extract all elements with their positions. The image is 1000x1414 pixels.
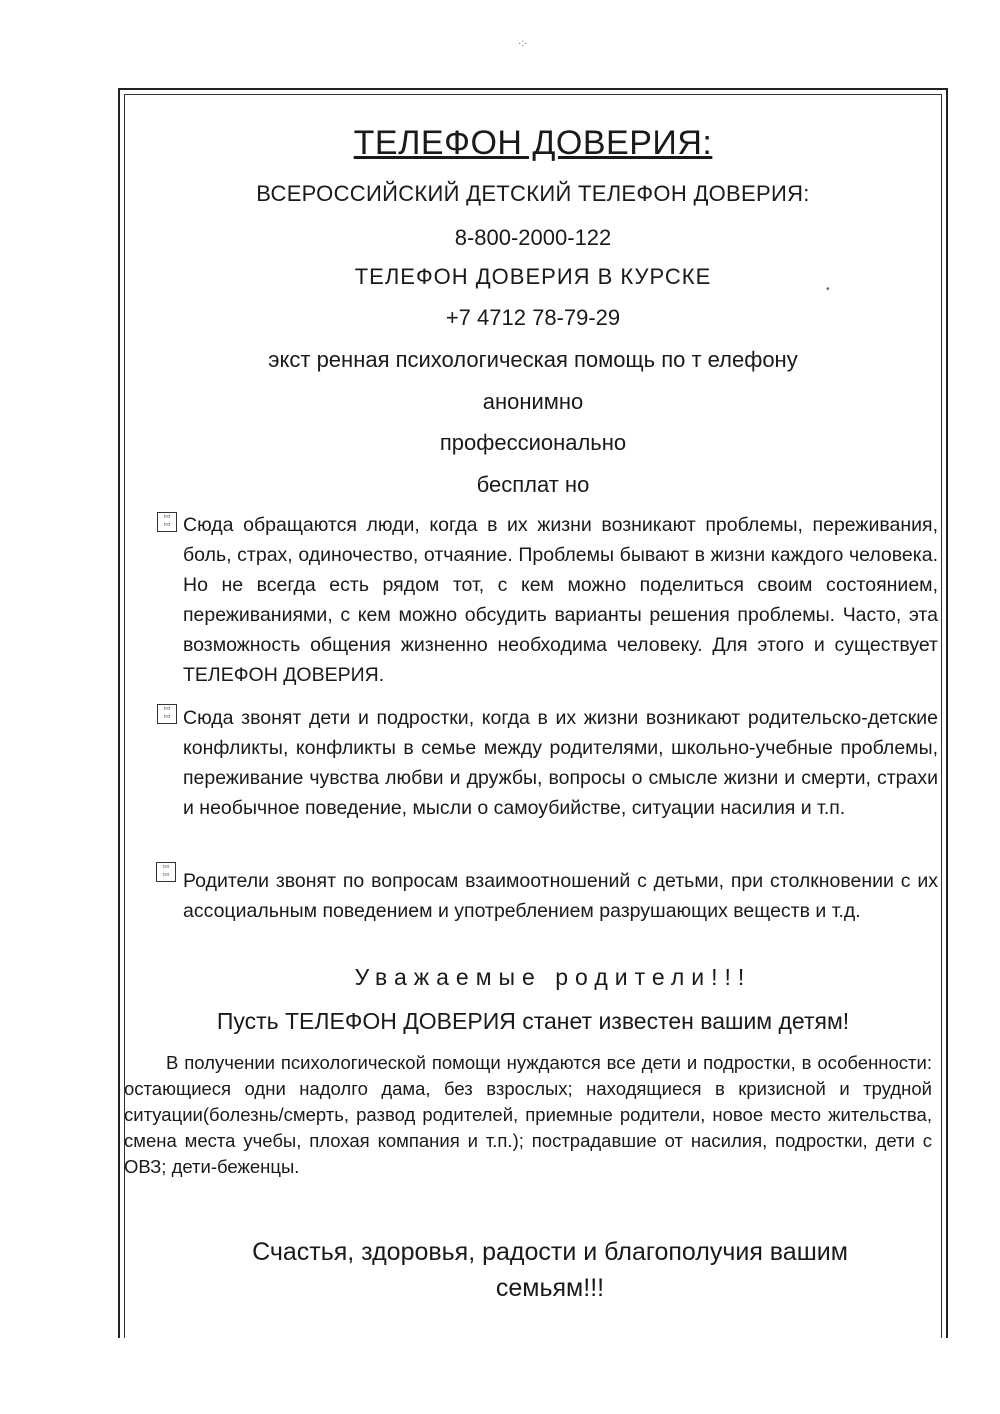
page-title: ТЕЛЕФОН ДОВЕРИЯ:	[353, 124, 713, 162]
scan-speck: •	[826, 284, 830, 295]
kursk-heading: ТЕЛЕФОН ДОВЕРИЯ В КУРСКЕ	[354, 264, 712, 289]
phone-kursk: +7 4712 78-79-29	[445, 305, 621, 330]
paragraph-children-call: Сюда звонят дети и подростки, когда в их жизни возникают родительско-детские конфликты, конфликты в семье между родителями, школьно-учебные проблемы, переживание чувства любви и дружбы, вопросы о смысле жизни и смерти, страхи и необычное поведение, мысли о самоубийстве, ситуации насилия и т.п.	[183, 707, 938, 819]
picture-placeholder-icon: ▫▫ ▫▫	[157, 512, 177, 532]
subtitle: ВСЕРОССИЙСКИЙ ДЕТСКИЙ ТЕЛЕФОН ДОВЕРИЯ:	[256, 181, 810, 206]
paragraph-need-help: В получении психологической помощи нуждаются все дети и подростки, в особенности: остающиеся одни надолго дама, без взрослых; находящиеся в кризисной и трудной ситуации(болезнь/смерть, развод родителей, приемные родители, новое место жительства, смена места учебы, плохая компания и т.п.); пострадавшие от насилия, подростки, дети с ОВЗ; дети-беженцы.	[124, 1052, 932, 1177]
feature-free: бесплат но	[476, 472, 590, 497]
closing-wish: Счастья, здоровья, радости и благополучия вашим семьям!!!	[252, 1238, 848, 1302]
emergency-text: экст ренная психологическая помощь по т елефону	[268, 347, 798, 372]
scan-speck: ·:·	[518, 38, 528, 49]
paragraph-who-calls: Сюда обращаются люди, когда в их жизни возникают проблемы, переживания, боль, страх, одиночество, отчаяние. Проблемы бывают в жизни каждого человека. Но не всегда есть рядом тот, с кем можно поделиться своим состоянием, переживаниями, с кем можно обсудить варианты решения проблемы. Часто, эта возможность общения жизненно необходима человеку. Для этого и существует ТЕЛЕФОН ДОВЕРИЯ.	[183, 514, 938, 686]
phone-all-russia: 8-800-2000-122	[454, 225, 612, 250]
feature-professional: профессионально	[439, 430, 627, 455]
picture-placeholder-icon: ▫▫ ▫▫	[156, 862, 176, 882]
picture-placeholder-icon: ▫▫ ▫▫	[157, 704, 177, 724]
feature-anonymous: анонимно	[482, 389, 584, 414]
dear-parents-heading: Уважаемые родители!!!	[354, 964, 752, 990]
let-know-heading: Пусть ТЕЛЕФОН ДОВЕРИЯ станет известен вашим детям!	[216, 1008, 850, 1034]
paragraph-parents-call: Родители звонят по вопросам взаимоотношений с детьми, при столкновении с их ассоциальным поведением и употреблением разрушающих веществ и т.д.	[183, 870, 938, 922]
